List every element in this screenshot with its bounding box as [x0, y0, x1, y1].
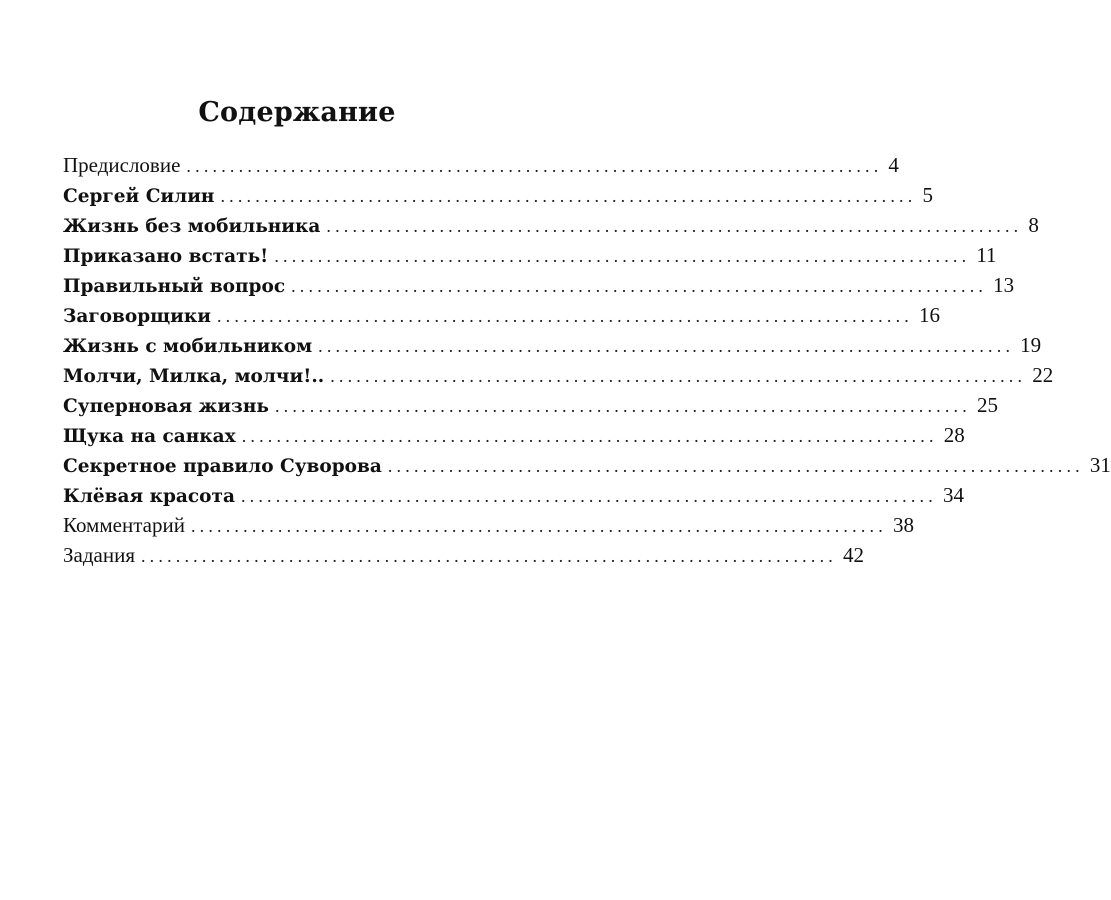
toc-entry: [63, 270, 1015, 300]
toc-entry-page: 16: [918, 303, 940, 327]
toc-entry-title: Клёвая красота: [63, 486, 235, 507]
toc-entry-page: 25: [976, 393, 998, 417]
toc-entry: [63, 240, 997, 270]
toc-entry-page: 28: [943, 423, 965, 447]
dot-leader: ................................................................................: [291, 276, 988, 296]
dot-leader: ................................................................................: [190, 516, 887, 536]
toc-entry-page: 4: [888, 153, 899, 177]
dot-leader: ................................................................................: [140, 546, 837, 566]
contents-heading: Содержание: [198, 97, 396, 128]
dot-leader: ................................................................................: [186, 156, 883, 176]
toc-entry-page: 11: [976, 243, 997, 267]
dot-leader: ................................................................................: [318, 336, 1015, 356]
toc-entry: [63, 360, 1054, 390]
toc-entry-page: 34: [942, 483, 964, 507]
toc-entry: [63, 300, 940, 330]
dot-leader: ................................................................................: [274, 396, 971, 416]
toc-entry-page: 42: [842, 543, 864, 567]
dot-leader: ................................................................................: [240, 486, 937, 506]
toc-entry: [63, 330, 1042, 360]
dot-leader: ................................................................................: [274, 246, 971, 266]
toc-entry-title: Задания: [63, 543, 135, 567]
toc-entry: [63, 450, 1111, 480]
toc-entry: [63, 540, 864, 570]
toc-entry-title: Секретное правило Суворова: [63, 456, 382, 477]
toc-entry: [63, 180, 933, 210]
toc-entry: [63, 420, 965, 450]
toc-entry: [63, 210, 1039, 240]
toc-entry-title: Предисловие: [63, 153, 181, 177]
toc-entry: [63, 150, 899, 180]
toc-entry-title: Суперновая жизнь: [63, 396, 269, 417]
toc-entry-title: Комментарий: [63, 513, 185, 537]
toc-entry-page: 31: [1089, 453, 1111, 477]
toc-entry-title: Щука на санках: [63, 426, 236, 447]
toc-entry: [63, 480, 964, 510]
dot-leader: ................................................................................: [216, 306, 913, 326]
toc-entry-page: 22: [1032, 363, 1054, 387]
toc-entry-page: 13: [993, 273, 1015, 297]
toc-entry-title: Приказано встать!: [63, 246, 269, 267]
dot-leader: ................................................................................: [330, 366, 1027, 386]
toc-entry-title: Сергей Силин: [63, 186, 215, 207]
dot-leader: ................................................................................: [326, 216, 1023, 236]
toc-entry-page: 19: [1020, 333, 1042, 357]
toc-entry-title: Правильный вопрос: [63, 276, 286, 297]
toc-entry-title: Жизнь с мобильником: [63, 336, 313, 357]
dot-leader: ................................................................................: [387, 456, 1084, 476]
toc-entry: [63, 390, 998, 420]
toc-entry-page: 38: [892, 513, 914, 537]
dot-leader: ................................................................................: [241, 426, 938, 446]
toc-entry-title: Жизнь без мобильника: [63, 216, 321, 237]
toc-entry-page: 5: [922, 183, 933, 207]
table-of-contents: [63, 150, 1111, 570]
toc-entry-page: 8: [1028, 213, 1039, 237]
dot-leader: ................................................................................: [220, 186, 917, 206]
toc-entry-title: Молчи, Милка, молчи!..: [63, 366, 325, 387]
toc-entry-title: Заговорщики: [63, 306, 211, 327]
toc-entry: [63, 510, 914, 540]
